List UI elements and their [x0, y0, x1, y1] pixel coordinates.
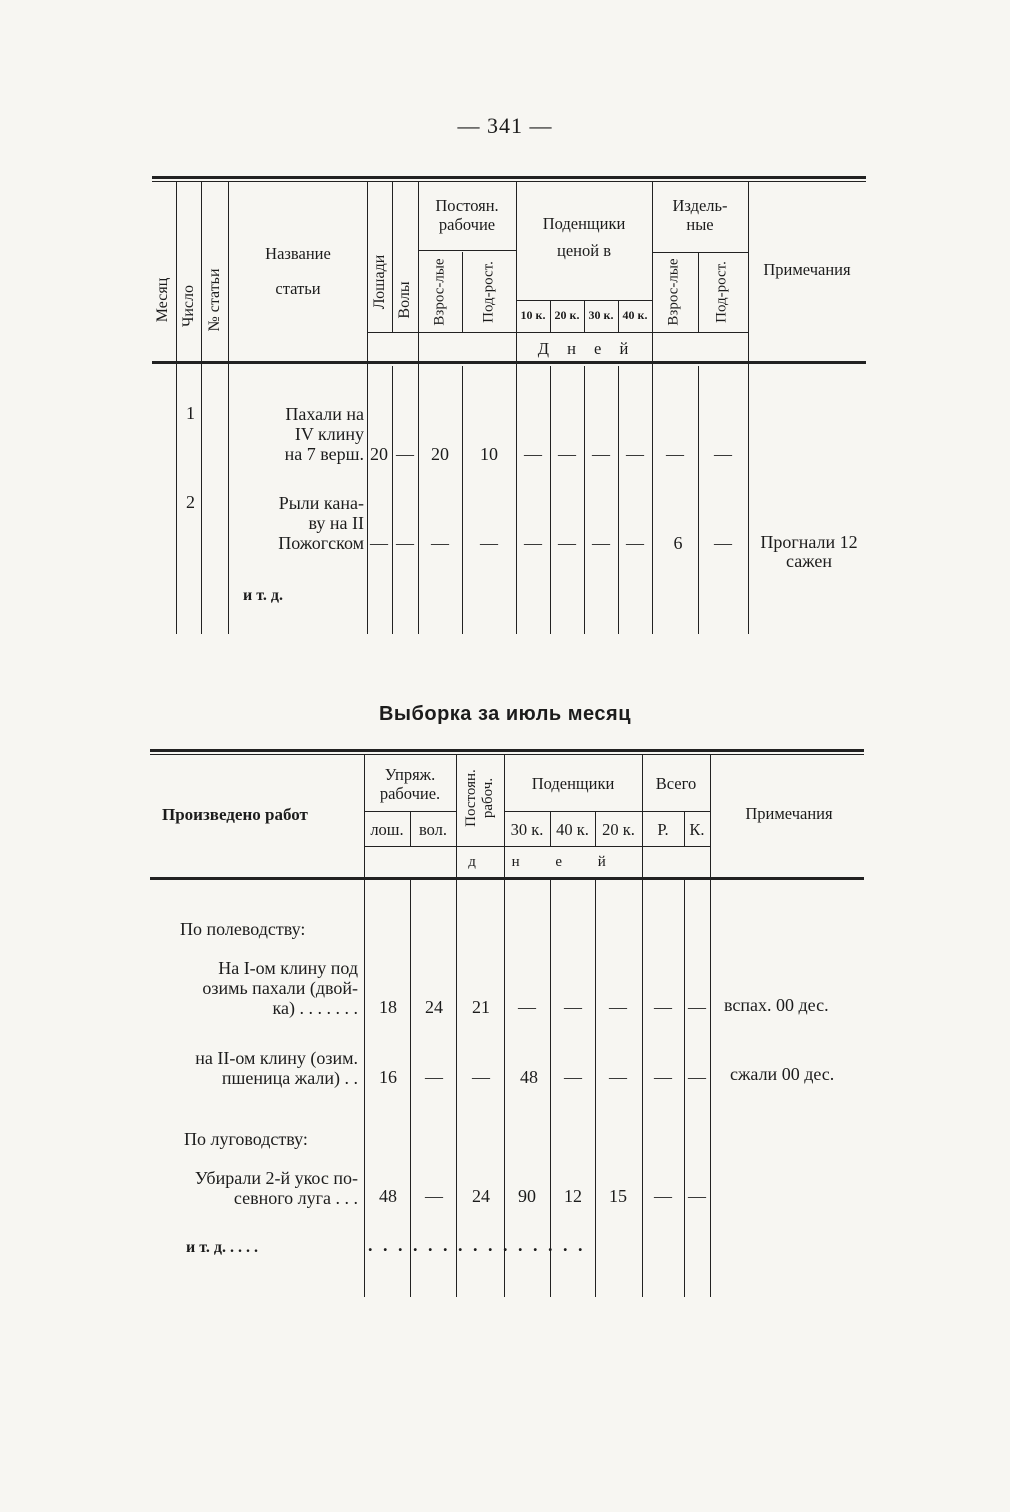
s1-row2-rub: —: [654, 1067, 672, 1087]
table1-vline: [698, 366, 699, 634]
table1-permanent-subrule: [418, 250, 516, 251]
table1-vline: [418, 182, 419, 634]
row1-piece-teens: —: [714, 444, 732, 464]
row2-name: Рыли кана- ву на II Пожогском: [278, 493, 364, 553]
header-price40: 40 к.: [556, 820, 589, 839]
s1-row1-oxen: 24: [425, 997, 443, 1017]
header-total: Всего: [655, 774, 697, 793]
s2-row1-kop: —: [688, 1186, 706, 1206]
header-piece-adults: Взрос-лые: [665, 258, 682, 326]
s1-row1-p20: —: [609, 997, 627, 1017]
table1-vline: [462, 366, 463, 634]
header-permanent2: Постоян. рабоч.: [463, 769, 496, 827]
s1-row1-p30: —: [518, 997, 536, 1017]
header-day: Число: [180, 284, 197, 328]
header-piece-teens: Под-рост.: [713, 261, 730, 323]
table2-etc-dots: . . . . . . . . . . . . . . .: [368, 1235, 586, 1255]
table1-top-rule-2: [152, 181, 866, 182]
s1-row2-text: на II-ом клину (озим. пшеница жали) . .: [195, 1048, 358, 1088]
section-field-cultivation: По полеводству:: [180, 919, 306, 939]
section-meadow-cultivation: По луговодству:: [184, 1129, 308, 1149]
s2-row1-horses: 48: [379, 1186, 397, 1206]
header-days-unit2: д н е й: [468, 854, 606, 870]
s2-row1-text: Убирали 2-й укос по- севного луга . . .: [194, 1168, 358, 1208]
s1-row2-note: сжали 00 дес.: [730, 1064, 835, 1084]
s1-row1-p40: —: [564, 997, 582, 1017]
s2-row1-p30: 90: [518, 1186, 536, 1206]
table2-vline: [684, 880, 685, 1297]
header-work-done: Произведено работ: [162, 805, 308, 824]
row2-teens: —: [480, 533, 498, 553]
row2-price40: —: [626, 533, 644, 553]
header-days-unit: Д н е й: [537, 339, 629, 358]
header-month: Месяц: [154, 277, 171, 323]
header-price-30: 30 к.: [588, 308, 614, 322]
header-price-10: 10 к.: [520, 308, 546, 322]
header-rub: Р.: [657, 820, 669, 839]
table1-etc: и т. д.: [243, 587, 283, 604]
s1-row2-p20: —: [609, 1067, 627, 1087]
s1-row2-kop: —: [688, 1067, 706, 1087]
header-harnessed: Упряж. рабочие.: [379, 765, 441, 803]
s2-row1-rub: —: [654, 1186, 672, 1206]
row2-note: Прогнали 12 сажен: [760, 532, 858, 571]
table1-vline: [228, 182, 229, 634]
row1-teens: 10: [480, 444, 498, 464]
header-kop: К.: [689, 820, 705, 839]
table2-days-rule: [364, 846, 710, 847]
row1-price10: —: [524, 444, 542, 464]
table1-vline: [550, 366, 551, 634]
header-price-40: 40 к.: [622, 308, 648, 322]
table1-vline: [176, 182, 177, 634]
table1-vline: [392, 182, 393, 332]
row2-piece-teens: —: [714, 533, 732, 553]
table2-total-subrule: [642, 811, 710, 812]
s1-row1-rub: —: [654, 997, 672, 1017]
row1-oxen: —: [396, 444, 414, 464]
row2-price10: —: [524, 533, 542, 553]
header-piece-workers: Издель- ные: [672, 196, 728, 234]
row1-piece-adults: —: [666, 444, 684, 464]
s1-row2-horses: 16: [379, 1067, 397, 1087]
row2-day: 2: [186, 492, 195, 512]
table2-vline: [456, 755, 457, 1297]
row1-horses: 20: [370, 444, 388, 464]
header-price20: 20 к.: [602, 820, 635, 839]
header-horses2: лош.: [370, 820, 404, 839]
s1-row1-horses: 18: [379, 997, 397, 1017]
header-price30: 30 к.: [510, 820, 544, 839]
header-notes: Примечания: [763, 260, 851, 279]
table2-etc: и т. д. . . . .: [186, 1239, 258, 1256]
header-article-no: № статьи: [206, 268, 223, 332]
s2-row1-p40: 12: [564, 1186, 582, 1206]
row2-price30: —: [592, 533, 610, 553]
table1-top-rule: [152, 176, 866, 179]
header-teens: Под-рост.: [480, 261, 497, 323]
row1-price20: —: [558, 444, 576, 464]
table1-vline: [584, 366, 585, 634]
header-price-20: 20 к.: [554, 308, 580, 322]
table1-vline: [698, 252, 699, 332]
row1-price40: —: [626, 444, 644, 464]
table2-vline: [595, 880, 596, 1297]
table1-vline: [392, 366, 393, 634]
summary-title: Выборка за июль месяц: [378, 703, 632, 725]
header-adults: Взрос-лые: [431, 258, 448, 326]
row1-price30: —: [592, 444, 610, 464]
header-permanent-workers: Постоян. рабочие: [435, 196, 499, 234]
s1-row1-permanent: 21: [472, 997, 490, 1017]
table1-vline: [201, 182, 202, 634]
header-horses: Лошади: [371, 254, 388, 310]
header-day-laborers: Поденщики ценой в: [542, 214, 626, 260]
table2-vline: [710, 755, 711, 1297]
table1-header-bottom-rule: [152, 361, 866, 364]
table1-vline: [462, 252, 463, 332]
s2-row1-permanent: 24: [472, 1186, 490, 1206]
header-name: Название статьи: [265, 244, 331, 298]
header-oxen: Волы: [396, 281, 413, 319]
row2-horses: —: [370, 533, 388, 553]
header-notes2: Примечания: [745, 804, 833, 823]
table1-vline: [652, 182, 653, 634]
s1-row2-p30: 48: [520, 1067, 538, 1087]
row2-piece-adults: 6: [673, 533, 683, 553]
header-oxen2: вол.: [418, 820, 448, 839]
s1-row1-note: вспах. 00 дес.: [724, 995, 829, 1015]
s2-row1-oxen: —: [425, 1186, 443, 1206]
table1-vline: [618, 366, 619, 634]
table2-top-rule: [150, 749, 864, 752]
table2-top-rule-2: [150, 754, 864, 755]
row2-adults: —: [431, 533, 449, 553]
s2-row1-p20: 15: [609, 1186, 627, 1206]
row1-adults: 20: [431, 444, 449, 464]
table2-laborers-subrule: [504, 811, 642, 812]
s1-row2-oxen: —: [425, 1067, 443, 1087]
row2-price20: —: [558, 533, 576, 553]
s1-row2-permanent: —: [472, 1067, 490, 1087]
table2-header-bottom-rule: [150, 877, 864, 880]
row2-oxen: —: [396, 533, 414, 553]
header-day-laborers2: Поденщики: [531, 774, 615, 793]
table1-vline: [367, 182, 368, 634]
row1-name: Пахали на IV клину на 7 верш.: [284, 404, 364, 464]
s1-row1-kop: —: [688, 997, 706, 1017]
table1-days-rule: [367, 332, 748, 333]
table1-piece-subrule: [652, 252, 748, 253]
s1-row1-text: На I-ом клину под озимь пахали (двой- ка) . . . . . . .: [202, 958, 358, 1018]
row1-day: 1: [186, 403, 195, 423]
s1-row2-p40: —: [564, 1067, 582, 1087]
page-number: — 341 —: [457, 113, 553, 138]
